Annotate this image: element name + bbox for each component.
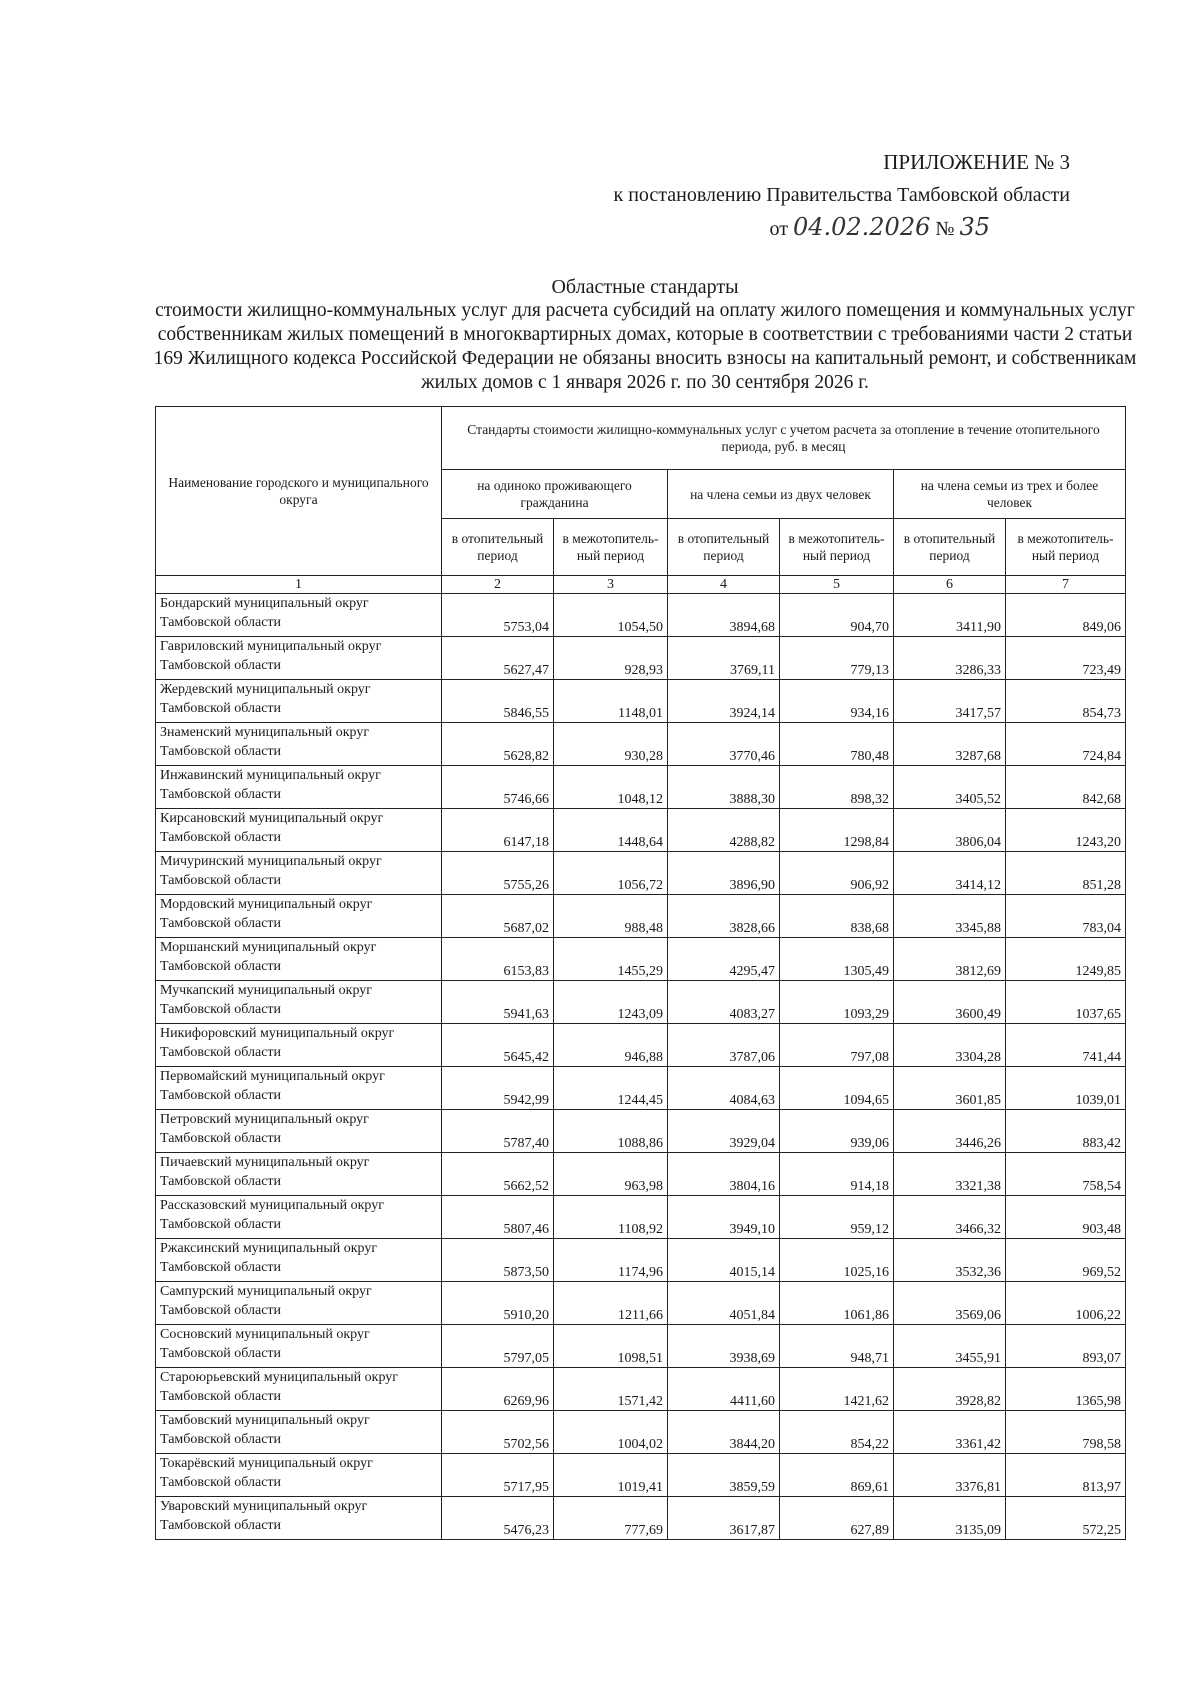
value-cell: 4015,14 <box>668 1239 780 1282</box>
table-row <box>156 1024 1126 1067</box>
table-row <box>156 1368 1126 1411</box>
subheader-three-plus: на члена семьи из трех и более человек <box>894 470 1126 519</box>
district-name-line2: Тамбовской области <box>160 830 282 845</box>
district-name <box>156 938 442 981</box>
value-cell: 3466,32 <box>894 1196 1006 1239</box>
value-cell: 5746,66 <box>442 766 554 809</box>
period-header: в межотопитель-ный период <box>554 519 668 576</box>
table-row <box>156 594 1126 637</box>
column-number: 3 <box>554 576 668 594</box>
value-cell: 946,88 <box>554 1024 668 1067</box>
value-cell: 903,48 <box>1006 1196 1126 1239</box>
table-row <box>156 1196 1126 1239</box>
value-cell: 4051,84 <box>668 1282 780 1325</box>
column-number: 5 <box>780 576 894 594</box>
value-cell: 928,93 <box>554 637 668 680</box>
district-name-line2: Тамбовской области <box>160 873 282 888</box>
district-name-line1: Бондарский муниципальный округ <box>160 596 369 611</box>
number-label: № <box>935 218 955 240</box>
district-name-line2: Тамбовской области <box>160 787 282 802</box>
district-name <box>156 1454 442 1497</box>
value-cell: 1455,29 <box>554 938 668 981</box>
value-cell: 5753,04 <box>442 594 554 637</box>
value-cell: 3787,06 <box>668 1024 780 1067</box>
value-cell: 758,54 <box>1006 1153 1126 1196</box>
value-cell: 6153,83 <box>442 938 554 981</box>
table-row <box>156 1411 1126 1454</box>
value-cell: 1365,98 <box>1006 1368 1126 1411</box>
district-name-line2: Тамбовской области <box>160 1303 282 1318</box>
handwritten-date: 04.02.2026 <box>792 213 931 241</box>
value-cell: 988,48 <box>554 895 668 938</box>
district-name-line2: Тамбовской области <box>160 1346 282 1361</box>
value-cell: 1148,01 <box>554 680 668 723</box>
district-name-line1: Петровский муниципальный округ <box>160 1112 369 1127</box>
district-name-line2: Тамбовской области <box>160 1131 282 1146</box>
value-cell: 1037,65 <box>1006 981 1126 1024</box>
value-cell: 854,73 <box>1006 680 1126 723</box>
value-cell: 3345,88 <box>894 895 1006 938</box>
value-cell: 3949,10 <box>668 1196 780 1239</box>
annex-date-line <box>614 213 991 241</box>
table-row <box>156 1067 1126 1110</box>
value-cell: 572,25 <box>1006 1497 1126 1540</box>
value-cell: 5702,56 <box>442 1411 554 1454</box>
value-cell: 4411,60 <box>668 1368 780 1411</box>
standards-table <box>155 406 1126 1540</box>
district-name <box>156 637 442 680</box>
district-name-line1: Никифоровский муниципальный округ <box>160 1026 395 1041</box>
value-cell: 3844,20 <box>668 1411 780 1454</box>
value-cell: 1094,65 <box>780 1067 894 1110</box>
value-cell: 939,06 <box>780 1110 894 1153</box>
district-name-line2: Тамбовской области <box>160 916 282 931</box>
value-cell: 813,97 <box>1006 1454 1126 1497</box>
table-row <box>156 723 1126 766</box>
value-cell: 1244,45 <box>554 1067 668 1110</box>
district-name <box>156 809 442 852</box>
district-name-line2: Тамбовской области <box>160 1432 282 1447</box>
value-cell: 3532,36 <box>894 1239 1006 1282</box>
value-cell: 1211,66 <box>554 1282 668 1325</box>
district-name-line2: Тамбовской области <box>160 1260 282 1275</box>
table-body <box>156 594 1126 1540</box>
annex-title: ПРИЛОЖЕНИЕ № 3 <box>883 150 1070 174</box>
value-cell: 914,18 <box>780 1153 894 1196</box>
period-header: в межотопитель-ный период <box>1006 519 1126 576</box>
table-row <box>156 766 1126 809</box>
table-row <box>156 680 1126 723</box>
value-cell: 3135,09 <box>894 1497 1006 1540</box>
value-cell: 5645,42 <box>442 1024 554 1067</box>
value-cell: 906,92 <box>780 852 894 895</box>
table-row <box>156 1497 1126 1540</box>
district-name-line1: Мордовский муниципальный округ <box>160 897 373 912</box>
district-name-line2: Тамбовской области <box>160 1002 282 1017</box>
value-cell: 3411,90 <box>894 594 1006 637</box>
value-cell: 3376,81 <box>894 1454 1006 1497</box>
district-name <box>156 1411 442 1454</box>
value-cell: 3812,69 <box>894 938 1006 981</box>
district-name-line1: Мучкапский муниципальный округ <box>160 983 373 998</box>
value-cell: 5717,95 <box>442 1454 554 1497</box>
district-name-line1: Моршанский муниципальный округ <box>160 940 377 955</box>
value-cell: 5797,05 <box>442 1325 554 1368</box>
value-cell: 3361,42 <box>894 1411 1006 1454</box>
district-name-line2: Тамбовской области <box>160 658 282 673</box>
value-cell: 1448,64 <box>554 809 668 852</box>
district-name <box>156 1024 442 1067</box>
value-cell: 898,32 <box>780 766 894 809</box>
value-cell: 5942,99 <box>442 1067 554 1110</box>
document-title <box>150 275 1140 395</box>
table-row <box>156 1282 1126 1325</box>
value-cell: 5627,47 <box>442 637 554 680</box>
value-cell: 1298,84 <box>780 809 894 852</box>
district-name <box>156 1282 442 1325</box>
value-cell: 4083,27 <box>668 981 780 1024</box>
district-name-line1: Рассказовский муниципальный округ <box>160 1198 384 1213</box>
value-cell: 1093,29 <box>780 981 894 1024</box>
district-name <box>156 981 442 1024</box>
period-header: в отопительный период <box>442 519 554 576</box>
district-name-line1: Ржаксинский муниципальный округ <box>160 1241 378 1256</box>
period-header: в отопительный период <box>668 519 780 576</box>
value-cell: 3304,28 <box>894 1024 1006 1067</box>
period-header: в отопительный период <box>894 519 1006 576</box>
value-cell: 1054,50 <box>554 594 668 637</box>
value-cell: 869,61 <box>780 1454 894 1497</box>
district-name-line2: Тамбовской области <box>160 1217 282 1232</box>
value-cell: 3600,49 <box>894 981 1006 1024</box>
value-cell: 1061,86 <box>780 1282 894 1325</box>
value-cell: 1305,49 <box>780 938 894 981</box>
document-title-line1: Областные стандарты <box>551 276 739 298</box>
column-number-row <box>156 576 1126 594</box>
annex-header <box>614 150 1071 241</box>
district-name <box>156 1067 442 1110</box>
district-name-line1: Староюрьевский муниципальный округ <box>160 1370 399 1385</box>
district-name <box>156 1325 442 1368</box>
value-cell: 883,42 <box>1006 1110 1126 1153</box>
value-cell: 3617,87 <box>668 1497 780 1540</box>
value-cell: 838,68 <box>780 895 894 938</box>
table-row <box>156 895 1126 938</box>
district-name <box>156 1368 442 1411</box>
value-cell: 1243,09 <box>554 981 668 1024</box>
value-cell: 893,07 <box>1006 1325 1126 1368</box>
table-row <box>156 1110 1126 1153</box>
district-name-line1: Кирсановский муниципальный округ <box>160 811 384 826</box>
district-name <box>156 1497 442 1540</box>
period-header: в межотопитель-ный период <box>780 519 894 576</box>
district-name <box>156 680 442 723</box>
value-cell: 5873,50 <box>442 1239 554 1282</box>
value-cell: 5846,55 <box>442 680 554 723</box>
district-name-line1: Уваровский муниципальный округ <box>160 1499 368 1514</box>
column-number: 1 <box>156 576 442 594</box>
district-name-line2: Тамбовской области <box>160 1088 282 1103</box>
value-cell: 1088,86 <box>554 1110 668 1153</box>
value-cell: 959,12 <box>780 1196 894 1239</box>
district-name-line2: Тамбовской области <box>160 959 282 974</box>
table-row <box>156 1153 1126 1196</box>
column-number: 6 <box>894 576 1006 594</box>
district-name-line2: Тамбовской области <box>160 615 282 630</box>
value-cell: 5807,46 <box>442 1196 554 1239</box>
value-cell: 3455,91 <box>894 1325 1006 1368</box>
value-cell: 779,13 <box>780 637 894 680</box>
value-cell: 5687,02 <box>442 895 554 938</box>
district-name <box>156 1196 442 1239</box>
value-cell: 1108,92 <box>554 1196 668 1239</box>
value-cell: 1056,72 <box>554 852 668 895</box>
value-cell: 3804,16 <box>668 1153 780 1196</box>
value-cell: 3601,85 <box>894 1067 1006 1110</box>
value-cell: 5476,23 <box>442 1497 554 1540</box>
column-number: 2 <box>442 576 554 594</box>
value-cell: 6147,18 <box>442 809 554 852</box>
value-cell: 1421,62 <box>780 1368 894 1411</box>
value-cell: 3405,52 <box>894 766 1006 809</box>
district-name-line2: Тамбовской области <box>160 1389 282 1404</box>
value-cell: 5787,40 <box>442 1110 554 1153</box>
value-cell: 3569,06 <box>894 1282 1006 1325</box>
district-name-line1: Первомайский муниципальный округ <box>160 1069 385 1084</box>
value-cell: 904,70 <box>780 594 894 637</box>
value-cell: 1098,51 <box>554 1325 668 1368</box>
value-cell: 3321,38 <box>894 1153 1006 1196</box>
value-cell: 1039,01 <box>1006 1067 1126 1110</box>
subheader-single: на одиноко проживающего гражданина <box>442 470 668 519</box>
value-cell: 724,84 <box>1006 723 1126 766</box>
district-name-line2: Тамбовской области <box>160 1518 282 1533</box>
value-cell: 948,71 <box>780 1325 894 1368</box>
value-cell: 5941,63 <box>442 981 554 1024</box>
value-cell: 783,04 <box>1006 895 1126 938</box>
district-name-line1: Инжавинский муниципальный округ <box>160 768 381 783</box>
value-cell: 1571,42 <box>554 1368 668 1411</box>
value-cell: 780,48 <box>780 723 894 766</box>
group-header: Стандарты стоимости жилищно-коммунальных услуг с учетом расчета за отопление в течение отопительного периода, руб. в месяц <box>442 407 1126 470</box>
column-number: 7 <box>1006 576 1126 594</box>
value-cell: 723,49 <box>1006 637 1126 680</box>
value-cell: 3417,57 <box>894 680 1006 723</box>
value-cell: 854,22 <box>780 1411 894 1454</box>
value-cell: 3859,59 <box>668 1454 780 1497</box>
value-cell: 1019,41 <box>554 1454 668 1497</box>
value-cell: 930,28 <box>554 723 668 766</box>
annex-subtitle: к постановлению Правительства Тамбовской области <box>613 184 1070 206</box>
value-cell: 1249,85 <box>1006 938 1126 981</box>
value-cell: 963,98 <box>554 1153 668 1196</box>
table-row <box>156 809 1126 852</box>
district-name-line1: Сосновский муниципальный округ <box>160 1327 370 1342</box>
value-cell: 4295,47 <box>668 938 780 981</box>
value-cell: 798,58 <box>1006 1411 1126 1454</box>
col-name-header: Наименование городского и муниципального округа <box>156 407 442 576</box>
district-name <box>156 895 442 938</box>
value-cell: 969,52 <box>1006 1239 1126 1282</box>
table-row <box>156 1239 1126 1282</box>
district-name-line1: Тамбовский муниципальный округ <box>160 1413 370 1428</box>
document-title-body: стоимости жилищно-коммунальных услуг для расчета субсидий на оплату жилого помещения и коммунальных услуг собственникам жилых помещений в многоквартирных домах, которые в соответствии с требованиями части 2 статьи 169 Жилищного кодекса Российской Федерации не обязаны вносить взносы на капитальный ремонт, и собственникам жилых домов с 1 января 2026 г. по 30 сентября 2026 г. <box>153 300 1137 393</box>
district-name-line2: Тамбовской области <box>160 1045 282 1060</box>
district-name-line2: Тамбовской области <box>160 744 282 759</box>
district-name <box>156 594 442 637</box>
value-cell: 1048,12 <box>554 766 668 809</box>
district-name <box>156 1153 442 1196</box>
value-cell: 3828,66 <box>668 895 780 938</box>
value-cell: 797,08 <box>780 1024 894 1067</box>
value-cell: 4288,82 <box>668 809 780 852</box>
district-name-line1: Гавриловский муниципальный округ <box>160 639 382 654</box>
value-cell: 3769,11 <box>668 637 780 680</box>
value-cell: 6269,96 <box>442 1368 554 1411</box>
table-row <box>156 852 1126 895</box>
value-cell: 3928,82 <box>894 1368 1006 1411</box>
value-cell: 4084,63 <box>668 1067 780 1110</box>
from-label: от <box>769 218 788 240</box>
district-name-line1: Сампурский муниципальный округ <box>160 1284 372 1299</box>
district-name <box>156 852 442 895</box>
table-row <box>156 981 1126 1024</box>
table-row <box>156 637 1126 680</box>
value-cell: 1025,16 <box>780 1239 894 1282</box>
subheader-two: на члена семьи из двух человек <box>668 470 894 519</box>
value-cell: 3806,04 <box>894 809 1006 852</box>
district-name-line1: Токарёвский муниципальный округ <box>160 1456 373 1471</box>
value-cell: 3414,12 <box>894 852 1006 895</box>
district-name <box>156 1239 442 1282</box>
value-cell: 5910,20 <box>442 1282 554 1325</box>
district-name-line1: Пичаевский муниципальный округ <box>160 1155 370 1170</box>
value-cell: 3938,69 <box>668 1325 780 1368</box>
district-name-line2: Тамбовской области <box>160 701 282 716</box>
district-name-line2: Тамбовской области <box>160 1174 282 1189</box>
handwritten-number: 35 <box>959 213 990 241</box>
value-cell: 5628,82 <box>442 723 554 766</box>
district-name-line2: Тамбовской области <box>160 1475 282 1490</box>
value-cell: 1004,02 <box>554 1411 668 1454</box>
value-cell: 3770,46 <box>668 723 780 766</box>
value-cell: 741,44 <box>1006 1024 1126 1067</box>
value-cell: 3896,90 <box>668 852 780 895</box>
column-number: 4 <box>668 576 780 594</box>
value-cell: 849,06 <box>1006 594 1126 637</box>
value-cell: 3446,26 <box>894 1110 1006 1153</box>
value-cell: 777,69 <box>554 1497 668 1540</box>
table-row <box>156 938 1126 981</box>
value-cell: 5755,26 <box>442 852 554 895</box>
value-cell: 1006,22 <box>1006 1282 1126 1325</box>
table-row <box>156 1325 1126 1368</box>
value-cell: 3287,68 <box>894 723 1006 766</box>
value-cell: 934,16 <box>780 680 894 723</box>
value-cell: 1243,20 <box>1006 809 1126 852</box>
table-row <box>156 1454 1126 1497</box>
value-cell: 3929,04 <box>668 1110 780 1153</box>
value-cell: 1174,96 <box>554 1239 668 1282</box>
district-name <box>156 766 442 809</box>
value-cell: 842,68 <box>1006 766 1126 809</box>
value-cell: 851,28 <box>1006 852 1126 895</box>
district-name <box>156 1110 442 1153</box>
district-name-line1: Мичуринский муниципальный округ <box>160 854 382 869</box>
value-cell: 3888,30 <box>668 766 780 809</box>
value-cell: 5662,52 <box>442 1153 554 1196</box>
district-name-line1: Знаменский муниципальный округ <box>160 725 370 740</box>
value-cell: 627,89 <box>780 1497 894 1540</box>
value-cell: 3894,68 <box>668 594 780 637</box>
value-cell: 3286,33 <box>894 637 1006 680</box>
value-cell: 3924,14 <box>668 680 780 723</box>
district-name <box>156 723 442 766</box>
district-name-line1: Жердевский муниципальный округ <box>160 682 371 697</box>
